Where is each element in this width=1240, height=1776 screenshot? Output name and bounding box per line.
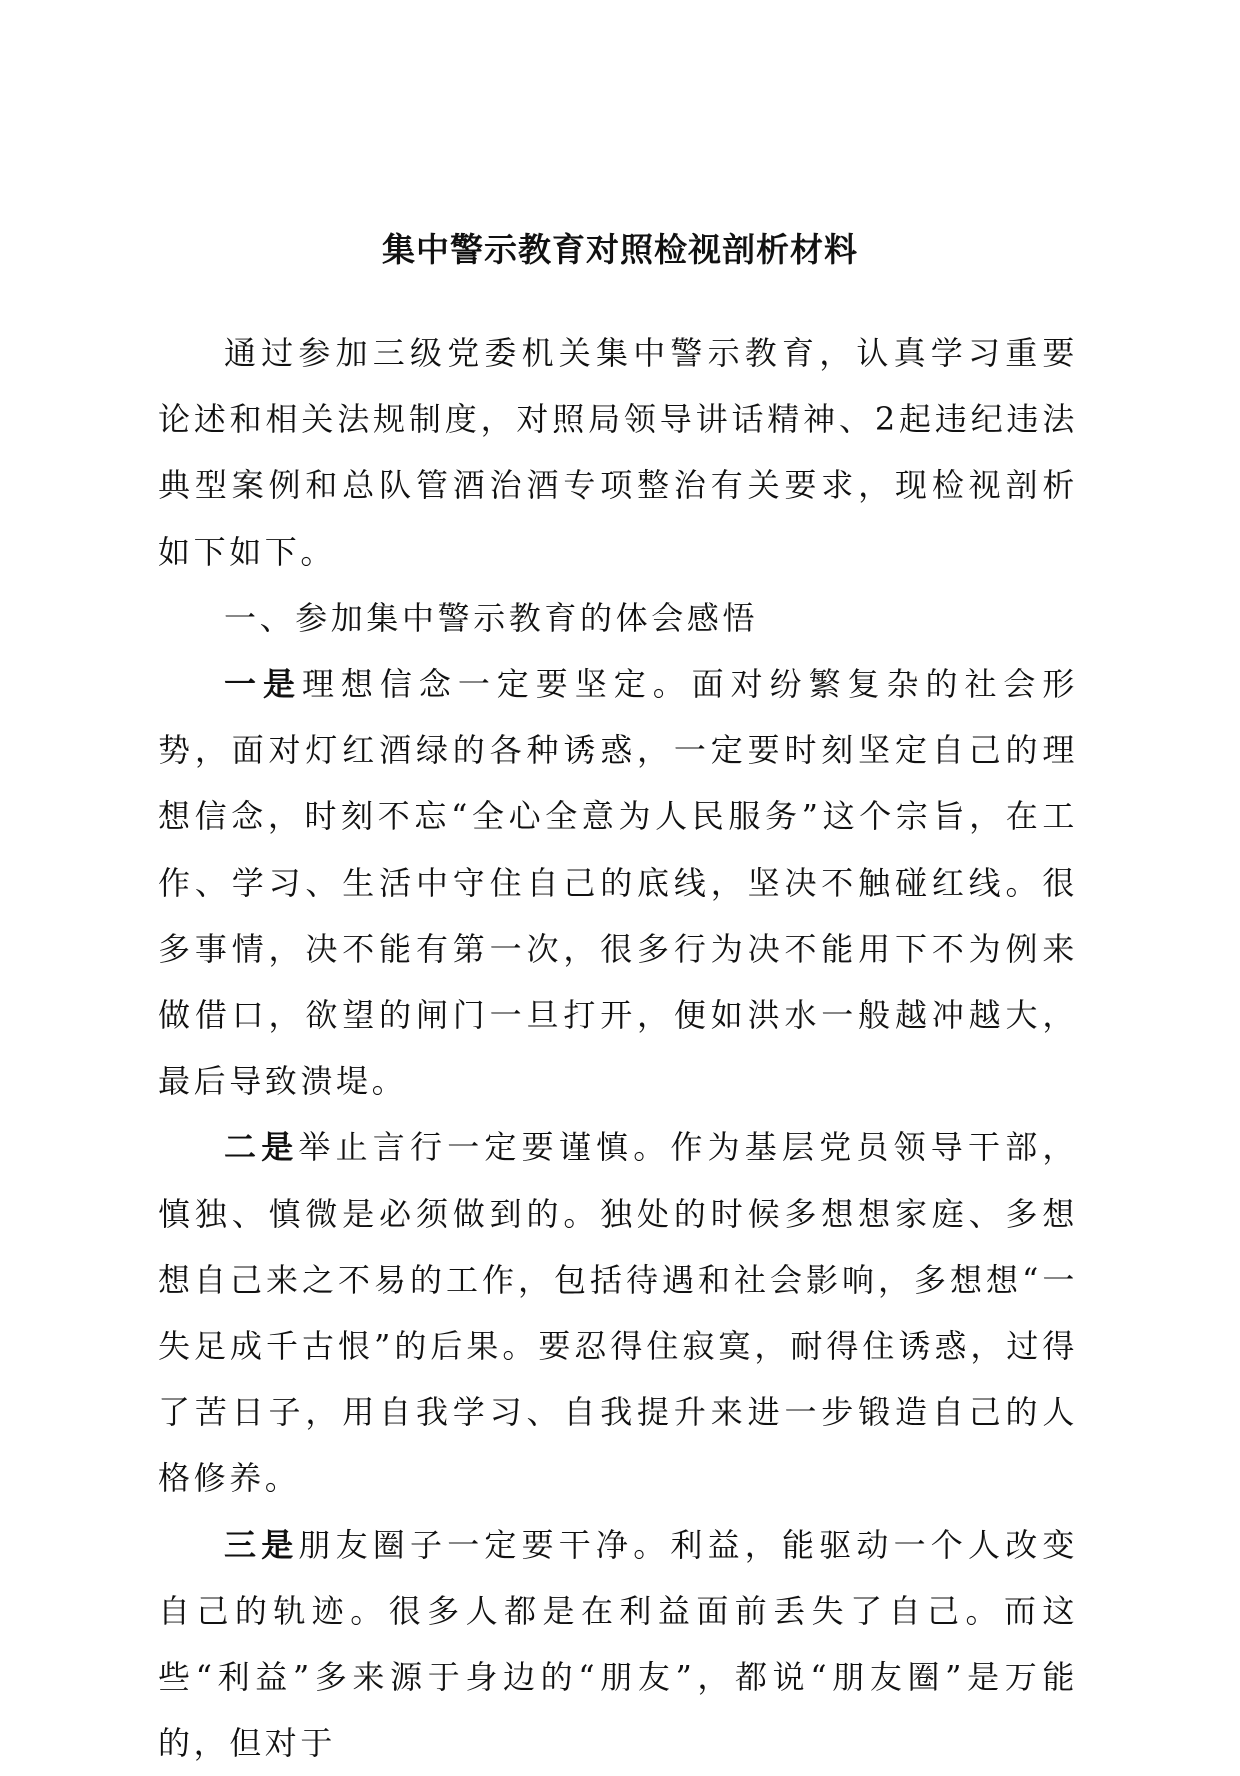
point-3-lead: 三是 [224, 1525, 299, 1564]
document-body [158, 320, 1078, 1776]
point-2-text: 举止言行一定要谨慎。作为基层党员领导干部，慎独、慎微是必须做到的。独处的时候多想想家庭、多想想自己来之不易的工作，包括待遇和社会影响，多想想“一失足成千古恨”的后果。要忍得住寂寞，耐得住诱惑，过得了苦日子，用自我学习、自我提升来进一步锻造自己的人格修养。 [158, 1128, 1078, 1498]
point-1-paragraph [158, 651, 1078, 1114]
point-2-paragraph [158, 1114, 1078, 1511]
point-3-paragraph [158, 1512, 1078, 1776]
point-1-text: 理想信念一定要坚定。面对纷繁复杂的社会形势，面对灯红酒绿的各种诱惑，一定要时刻坚定自己的理想信念，时刻不忘“全心全意为人民服务”这个宗旨，在工作、学习、生活中守住自己的底线，坚决不触碰红线。很多事情，决不能有第一次，很多行为决不能用下不为例来做借口，欲望的闸门一旦打开，便如洪水一般越冲越大，最后导致溃堤。 [158, 665, 1078, 1101]
point-3-text: 朋友圈子一定要干净。利益，能驱动一个人改变自己的轨迹。很多人都是在利益面前丢失了自己。而这些“利益”多来源于身边的“朋友”，都说“朋友圈”是万能的，但对于 [158, 1525, 1078, 1763]
point-1-lead: 一是 [224, 665, 302, 704]
document-title: 集中警示教育对照检视剖析材料 [382, 230, 858, 269]
section-heading: 一、参加集中警示教育的体会感悟 [224, 598, 759, 637]
point-2-lead: 二是 [224, 1128, 299, 1167]
intro-paragraph: 通过参加三级党委机关集中警示教育，认真学习重要论述和相关法规制度，对照局领导讲话精神、2起违纪违法典型案例和总队管酒治酒专项整治有关要求，现检视剖析如下如下。 [158, 334, 1078, 571]
